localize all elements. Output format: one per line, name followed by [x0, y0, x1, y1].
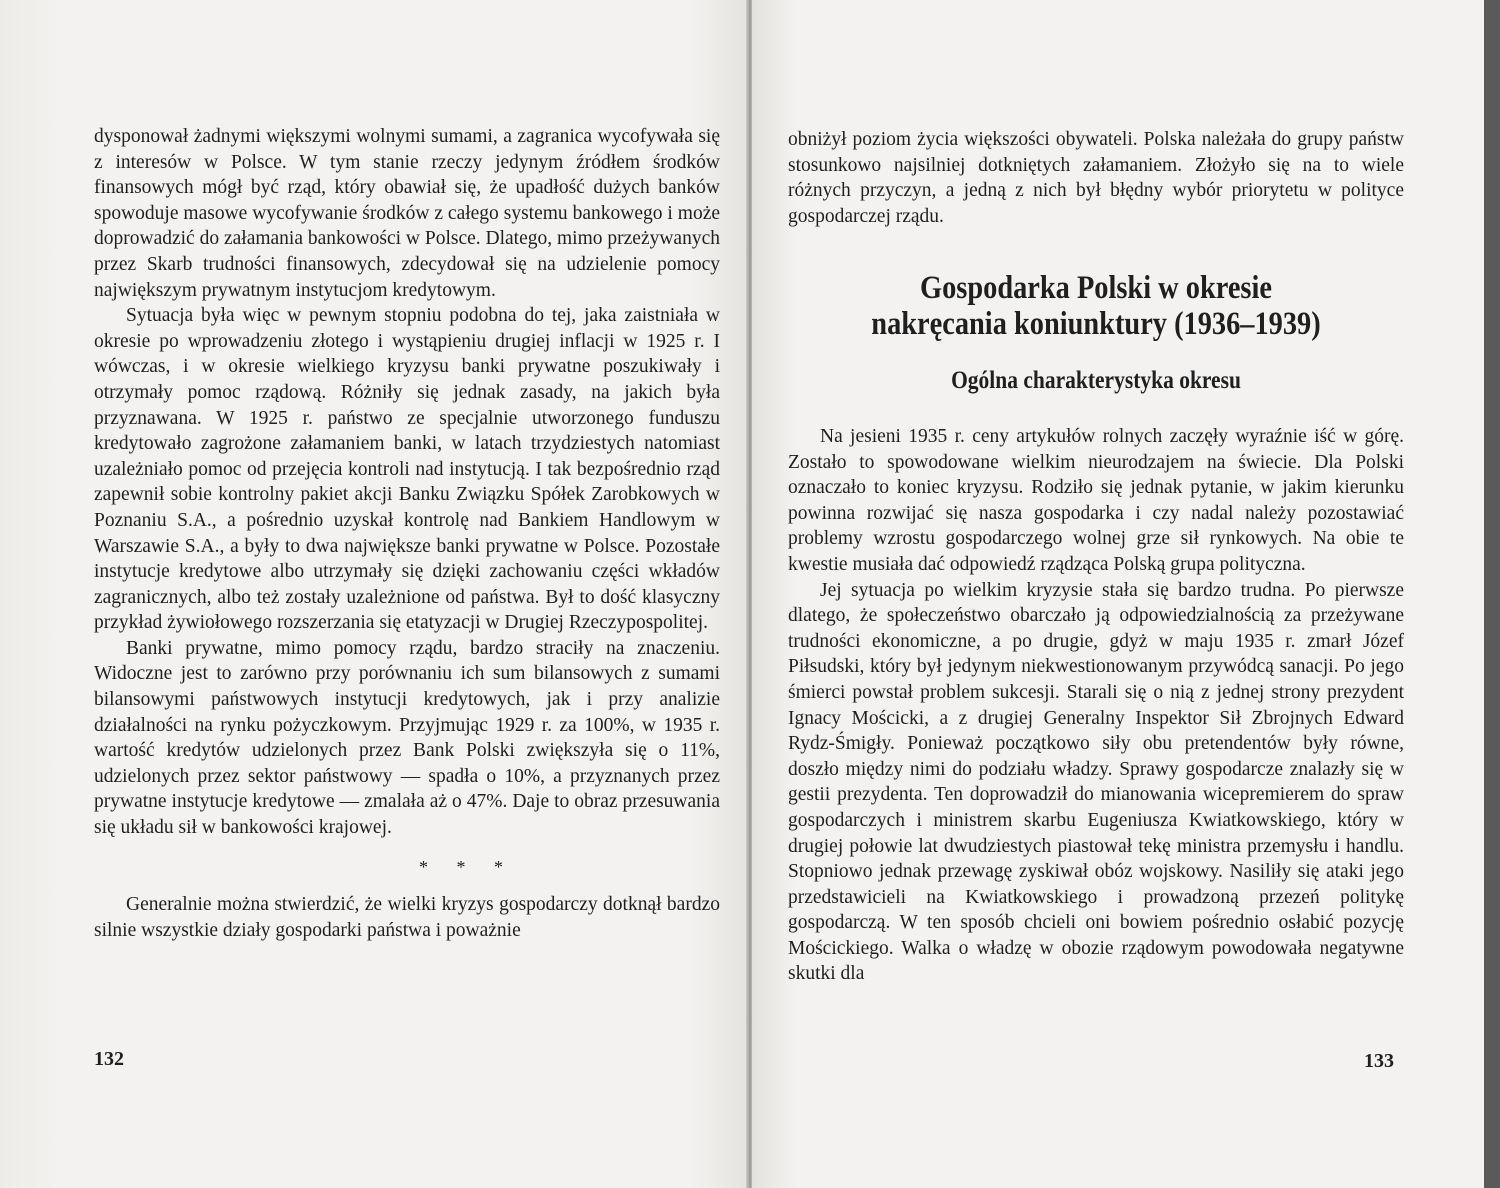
section-title: Ogólna charakterystyka okresu: [951, 367, 1241, 394]
scan-edge: [1484, 0, 1500, 1188]
paragraph: Na jesieni 1935 r. ceny artykułów rolnych zaczęły wyraźnie iść w górę. Zostało to spowodowane wielkim nieurodzajem na świecie. Dla Polski oznaczało to koniec kryzysu. Rodziło się jednak pytanie, w jakim kierunku powinna rozwijać się nasza gospodarka i czy nadal należy pozostawiać problemy wzrostu gospodarczego wolnej grze sił rynkowych. Na obie te kwestie musiała dać odpowiedź rządząca Polską grupa polityczna.: [788, 426, 1404, 575]
right-page-body: [788, 424, 1404, 987]
paragraph: Banki prywatne, mimo pomocy rządu, bardzo straciły na znaczeniu. Widoczne jest to zarówno przy porównaniu ich sum bilansowych z sumami bilansowymi państwowych instytucji kredytowych, jak i przy analizie działalności na rynku pożyczkowym. Przyjmując 1929 r. za 100%, w 1935 r. wartość kredytów udzielonych przez Bank Polski zwiększyła się o 11%, udzielonych przez sektor państwowy — spadła o 10%, a przyznanych przez prywatne instytucje kredytowe — zmalała aż o 47%. Daje to obraz przesuwania się układu sił w bankowości krajowej.: [94, 637, 720, 839]
page-number-right: 133: [1364, 1050, 1394, 1072]
right-page-opening: [788, 127, 1404, 229]
paragraph: dysponował żadnymi większymi wolnymi sumami, a zagranica wycofywała się z interesów w Polsce. W tym stanie rzeczy jedynym źródłem środków finansowych mógł być rząd, który obawiał się, że upadłość dużych banków spowoduje masowe wycofywanie środków z całego systemu bankowego i może doprowadzić do załamania bankowości w Polsce. Dlatego, mimo przeżywanych przez Skarb trudności finansowych, zdecydował się na udzielenie pomocy największym prywatnym instytucjom kredytowym.: [94, 126, 720, 301]
chapter-title: [831, 270, 1361, 342]
chapter-title-line: nakręcania koniunktury (1936–1939): [871, 306, 1321, 342]
left-page-body: [94, 124, 720, 943]
paragraph: obniżył poziom życia większości obywateli. Polska należała do grupy państw stosunkowo najsilniej dotkniętych załamaniem. Złożyło się na to wiele różnych przyczyn, a jedną z nich był błędny wybór priorytetu w polityce gospodarczej rządu.: [788, 129, 1404, 227]
paragraph: Jej sytuacja po wielkim kryzysie stała się bardzo trudna. Po pierwsze dlatego, że społeczeństwo obarczało ją odpowiedzialnością za przeżywane trudności ekonomiczne, a po drugie, gdyż w maju 1935 r. zmarł Józef Piłsudski, który był jedynym niekwestionowanym przywódcą sanacji. Po jego śmierci powstał problem sukcesji. Starali się o nią z jednej strony prezydent Ignacy Mościcki, a z drugiej Generalny Inspektor Sił Zbrojnych Edward Rydz-Śmigły. Ponieważ początkowo siły obu pretendentów były równe, doszło między nimi do podziału władzy. Sprawy gospodarcze znalazły się w gestii prezydenta. Ten doprowadził do mianowania wicepremierem do spraw gospodarczych i ministrem skarbu Eugeniusza Kwiatkowskiego, który w drugiej połowie lat dwudziestych piastował tekę ministra przemysłu i handlu. Stopniowo jednak przewagę zyskiwał obóz wojskowy. Nasiliły się ataki jego przedstawicieli na Kwiatkowskiego i prowadzoną przezeń politykę gospodarczą. W ten sposób chcieli oni bowiem pośrednio osłabić pozycję Mościckiego. Walka o władzę w obozie rządowym powodowała negatywne skutki dla: [788, 579, 1404, 985]
page-number-left: 132: [94, 1048, 124, 1070]
paragraph: Sytuacja była więc w pewnym stopniu podobna do tej, jaka zaistniała w okresie po wprowadzeniu złotego i wystąpieniu drugiej inflacji w 1925 r. I wówczas, i w okresie wielkiego kryzysu banki prywatne poszukiwały i otrzymały pomoc rządową. Różniły się jednak zasady, na jakich była przyznawana. W 1925 r. państwo ze specjalnie utworzonego funduszu kredytowało zagrożone załamaniem banki, w latach trzydziestych natomiast uzależniało pomoc od przejęcia kontroli nad instytucją. I tak bezpośrednio rząd zapewnił sobie kontrolny pakiet akcji Banku Związku Spółek Zarobkowych w Poznaniu S.A., a pośrednio uzyskał kontrolę nad Bankiem Handlowym w Warszawie S.A., a były to dwa największe banki prywatne w Polsce. Pozostałe instytucje kredytowe albo utrzymały się dzięki zachowaniu części wkładów zagranicznych, albo też zostały uzależnione od państwa. Był to dość klasyczny przykład żywiołowego rozszerzania się etatyzacji w Drugiej Rzeczypospolitej.: [94, 305, 720, 634]
paragraph: Generalnie można stwierdzić, że wielki kryzys gospodarczy dotknął bardzo silnie wszystkie działy gospodarki państwa i poważnie: [94, 894, 720, 941]
left-page: [0, 0, 748, 1188]
section-separator-stars: * * *: [419, 856, 515, 877]
chapter-title-line: Gospodarka Polski w okresie: [920, 270, 1272, 306]
